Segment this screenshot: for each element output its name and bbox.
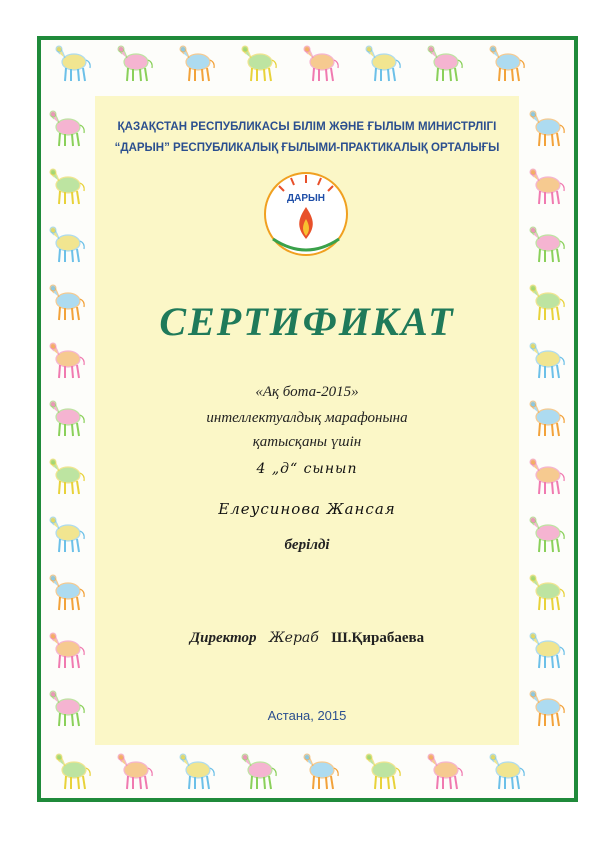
camel-icon: [486, 40, 532, 86]
place-date: Астана, 2015: [267, 708, 347, 723]
camel-icon: [176, 40, 222, 86]
director-name: Ш.Қирабаева: [331, 630, 425, 646]
recipient-name: Елеусинова Жансая: [218, 500, 396, 518]
camel-icon: [46, 163, 92, 209]
flame-sun-logo-icon: [261, 169, 351, 259]
participation-text: қатысқаны үшін: [252, 434, 362, 450]
class-handwritten: 4 „д“ сынып: [256, 461, 358, 477]
camel-icon: [526, 685, 572, 731]
camel-icon: [114, 748, 160, 794]
certificate-panel: [95, 96, 519, 745]
handwritten-signature: Жераб: [268, 630, 319, 646]
director-label: Директор: [189, 630, 257, 646]
camel-icon: [526, 105, 572, 151]
camel-icon: [424, 40, 470, 86]
camel-icon: [526, 337, 572, 383]
center-heading: “ДАРЫН” РЕСПУБЛИКАЛЫҚ ҒЫЛЫМИ-ПРАКТИКАЛЫҚ ОРТАЛЫҒЫ: [114, 142, 500, 154]
camel-icon: [46, 511, 92, 557]
camel-icon: [526, 511, 572, 557]
camel-icon: [46, 337, 92, 383]
camel-icon: [238, 40, 284, 86]
certificate-title: СЕРТИФИКАТ: [159, 299, 455, 344]
given-text: берілді: [284, 537, 330, 553]
camel-icon: [526, 163, 572, 209]
camel-icon: [526, 279, 572, 325]
camel-icon: [46, 221, 92, 267]
signature-row: [95, 629, 519, 647]
camel-icon: [526, 395, 572, 441]
camel-icon: [486, 748, 532, 794]
camel-icon: [46, 627, 92, 673]
camel-icon: [46, 685, 92, 731]
camel-icon: [238, 748, 284, 794]
camel-icon: [526, 627, 572, 673]
camel-icon: [46, 453, 92, 499]
event-subtitle: интеллектуалдық марафонына: [206, 410, 408, 426]
camel-icon: [52, 40, 98, 86]
ministry-heading: ҚАЗАҚСТАН РЕСПУБЛИКАСЫ БІЛІМ ЖӘНЕ ҒЫЛЫМ МИНИСТРЛІГІ: [117, 121, 497, 133]
camel-icon: [52, 748, 98, 794]
logo-text: ДАРЫН: [286, 193, 326, 204]
camel-icon: [362, 40, 408, 86]
camel-icon: [46, 395, 92, 441]
camel-icon: [300, 748, 346, 794]
camel-icon: [46, 279, 92, 325]
camel-icon: [46, 569, 92, 615]
camel-icon: [362, 748, 408, 794]
camel-icon: [526, 569, 572, 615]
camel-icon: [300, 40, 346, 86]
camel-icon: [114, 40, 160, 86]
camel-icon: [526, 453, 572, 499]
camel-icon: [424, 748, 470, 794]
camel-icon: [46, 105, 92, 151]
camel-icon: [526, 221, 572, 267]
camel-icon: [176, 748, 222, 794]
event-name: «Ақ бота-2015»: [255, 384, 359, 400]
